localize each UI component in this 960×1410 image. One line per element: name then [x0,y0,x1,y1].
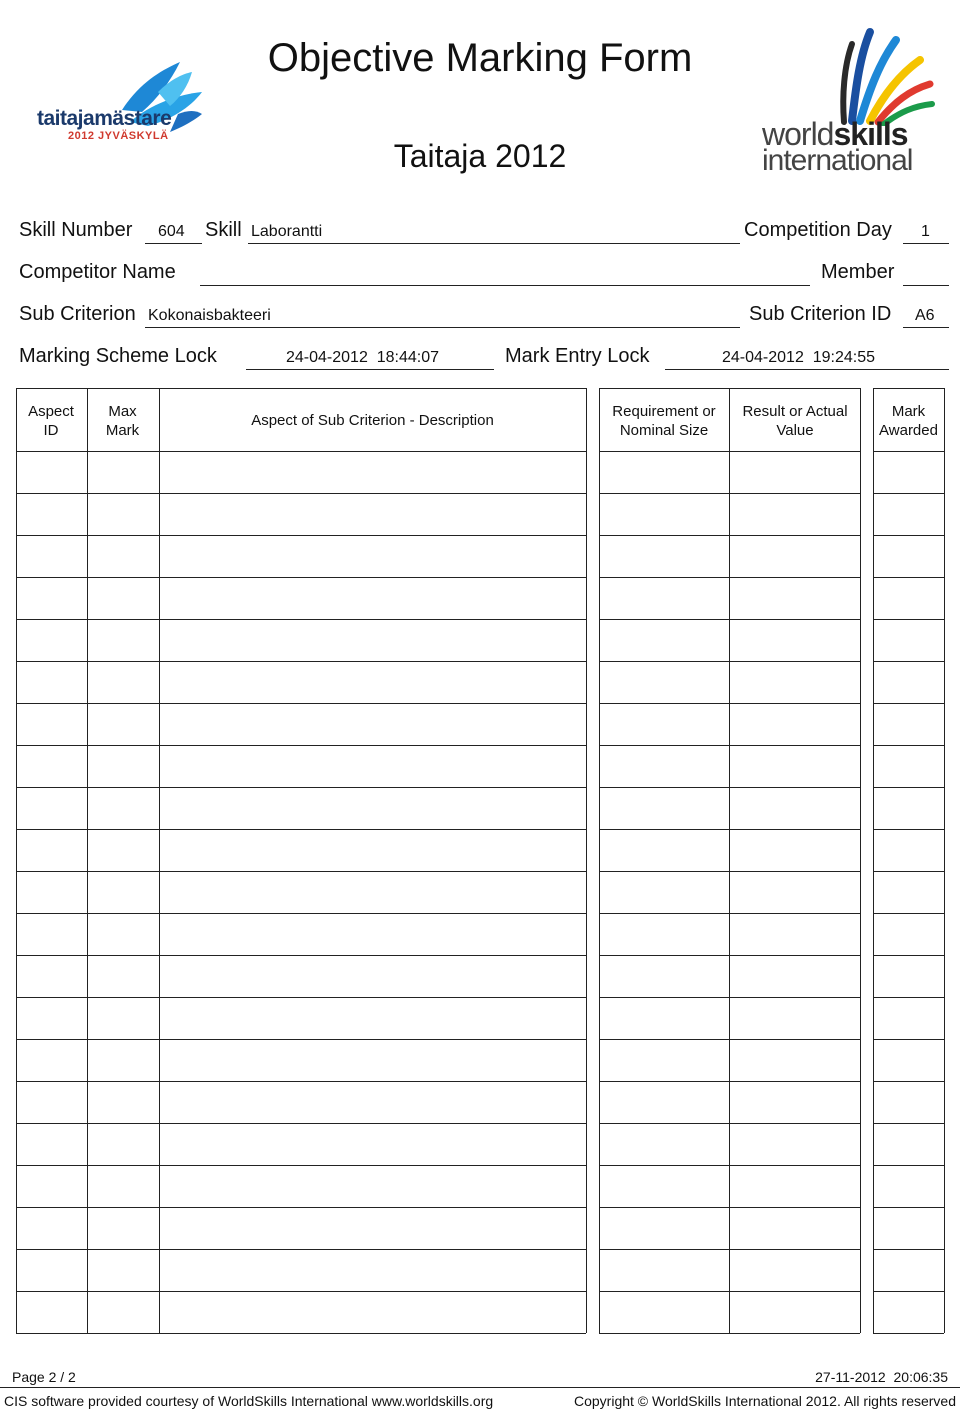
page-number: Page 2 / 2 [12,1369,76,1385]
competition-day-line [903,243,949,244]
mark-entry-lock-label: Mark Entry Lock [505,345,650,367]
col-header-max-mark-line2: Mark [105,422,140,439]
worldskills-swoosh-icon [760,26,935,126]
worldskills-word-international: international [762,144,913,177]
copyright-notice: Copyright © WorldSkills International 2012. All rights reserved [573,1393,956,1409]
worldskills-word-world: world [762,116,834,152]
taitaja-logo-tagline: 2012 JYVÄSKYLÄ [68,130,169,142]
sub-criterion-id-value: A6 [915,307,935,324]
mark-entry-lock-value: 24-04-2012 19:24:55 [722,349,876,366]
mark-entry-lock-line [665,369,949,370]
col-header-aspect-id-line1: Aspect [28,403,74,420]
footer-divider [0,1387,960,1388]
competitor-name-line [200,285,810,286]
col-header-requirement-line1: Requirement or [612,403,716,420]
worldskills-logo [760,26,935,178]
sub-criterion-line [145,327,740,328]
marking-scheme-lock-value: 24-04-2012 18:44:07 [286,349,440,366]
skill-number-label: Skill Number [19,219,133,241]
taitaja-logo-wordmark: taitajamästare [37,107,172,130]
member-line [903,285,949,286]
skill-label: Skill [205,219,242,241]
skill-number-line [145,243,202,244]
competition-day-value: 1 [921,223,930,240]
sub-criterion-value: Kokonaisbakteeri [148,307,271,324]
worldskills-word-skills: skills [833,116,908,152]
marking-scheme-lock-label: Marking Scheme Lock [19,345,217,367]
skill-value: Laborantti [251,223,323,240]
printed-timestamp: 27-11-2012 20:06:35 [815,1369,948,1385]
sub-criterion-id-line [903,327,949,328]
taitaja-logo [30,52,210,152]
competitor-name-label: Competitor Name [19,261,176,283]
skill-number-value: 604 [158,223,185,240]
competition-day-label: Competition Day [744,219,892,241]
marking-scheme-lock-line [246,369,494,370]
col-header-result-line1: Result or Actual [742,403,848,420]
marking-table-grid [0,388,960,1348]
sub-criterion-label: Sub Criterion [19,303,136,325]
software-credit: CIS software provided courtesy of WorldSkills International www.worldskills.org [4,1393,494,1409]
col-header-mark-awarded-line2: Awarded [879,422,938,439]
col-header-result-line2: Value [776,422,814,439]
col-header-mark-awarded-line1: Mark [891,403,926,420]
col-header-aspect-id-line2: ID [43,422,59,439]
member-label: Member [821,261,895,283]
sub-criterion-id-label: Sub Criterion ID [749,303,892,325]
col-header-description-line1: Aspect of Sub Criterion - Description [251,412,494,429]
skill-line [248,243,740,244]
form-title: Objective Marking Form [267,36,693,80]
col-header-requirement-line2: Nominal Size [619,422,709,439]
col-header-max-mark-line1: Max [108,403,137,420]
form-subtitle: Taitaja 2012 [393,138,567,174]
